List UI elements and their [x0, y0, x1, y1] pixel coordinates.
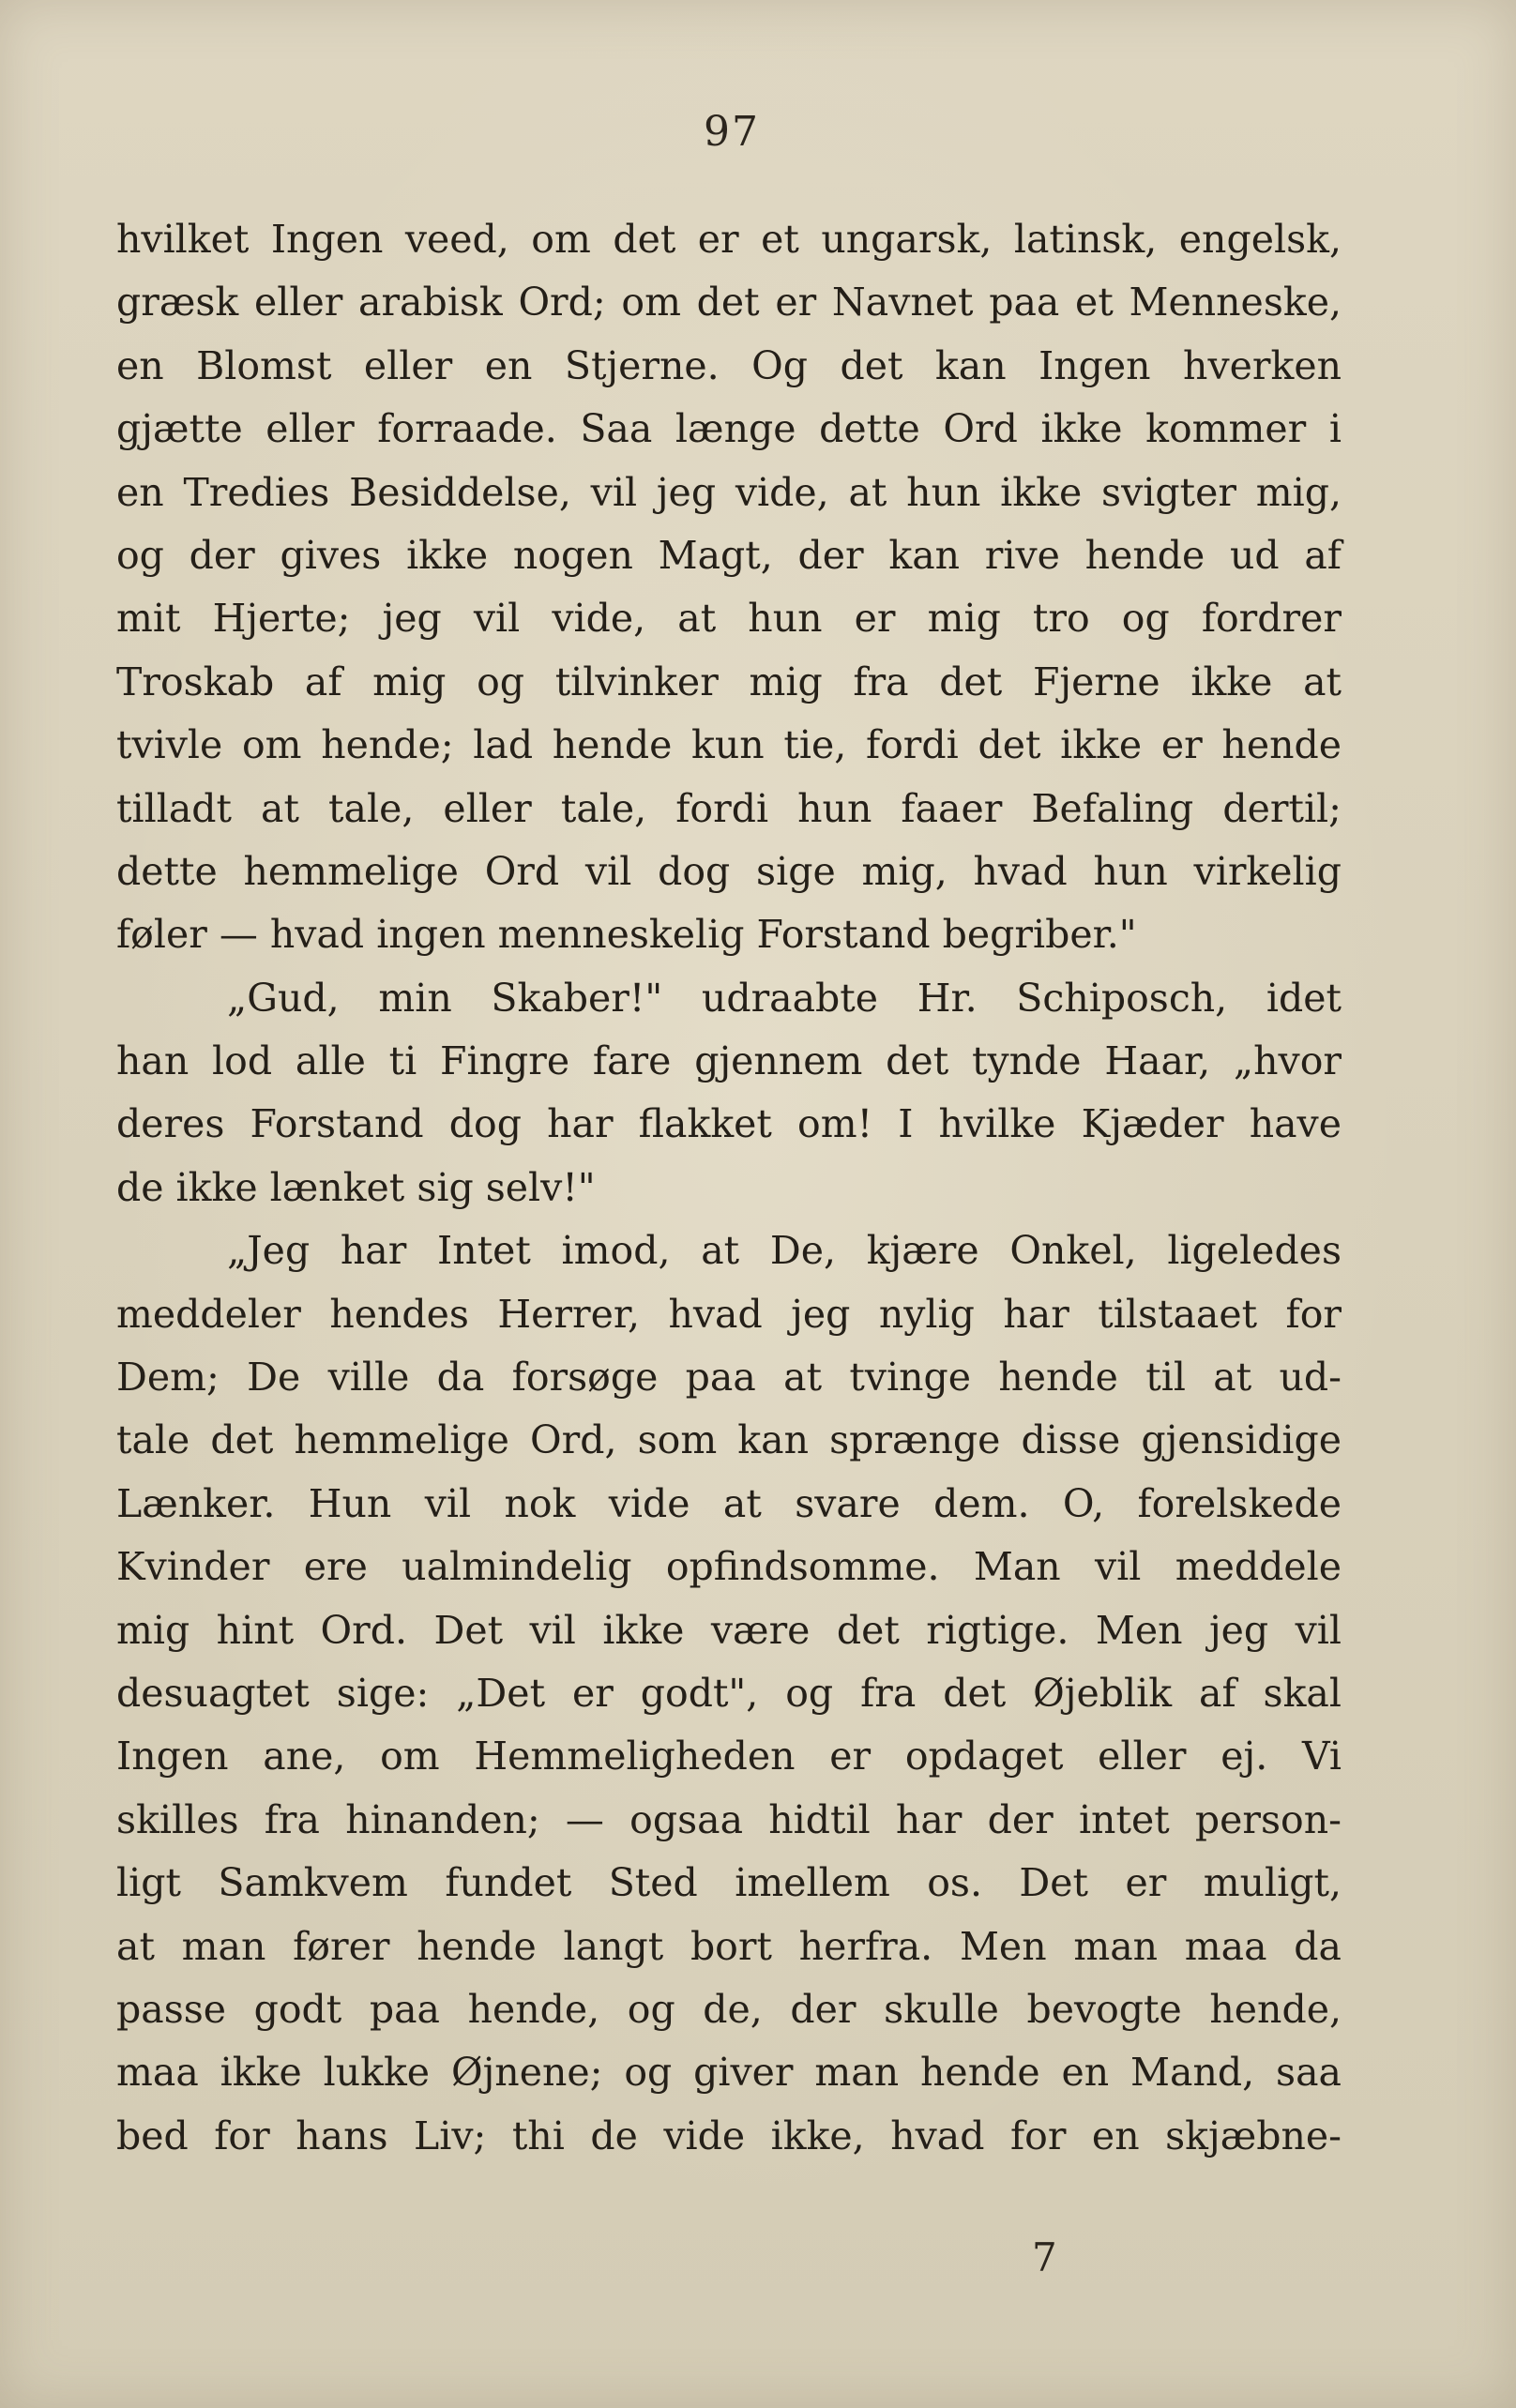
text-line: mig hint Ord. Det vil ikke være det rigtige. Men jeg vil: [116, 1607, 1342, 1653]
signature-mark: 7: [1032, 2234, 1057, 2280]
text-line: Troskab af mig og tilvinker mig fra det Fjerne ikke at: [116, 659, 1342, 704]
text-line: Dem; De ville da forsøge paa at tvinge hende til at ud-: [116, 1355, 1342, 1401]
text-line: maa ikke lukke Øjnene; og giver man hende en Mand, saa: [116, 2050, 1342, 2096]
text-line: passe godt paa hende, og de, der skulle bevogte hende,: [116, 1986, 1342, 2032]
text-line: og der gives ikke nogen Magt, der kan rive hende ud af: [116, 532, 1342, 578]
text-line: mit Hjerte; jeg vil vide, at hun er mig tro og fordrer: [116, 596, 1342, 642]
text-line: skilles fra hinanden; — ogsaa hidtil har der intet person-: [116, 1796, 1342, 1842]
text-line: „Gud, min Skaber!" udraabte Hr. Schiposch, idet: [227, 975, 1342, 1021]
text-line: ligt Samkvem fundet Sted imellem os. Det er muligt,: [116, 1860, 1342, 1906]
text-line: at man fører hende langt bort herfra. Men man maa da: [116, 1923, 1342, 1969]
body-text: [116, 208, 1342, 2168]
text-line: de ikke lænket sig selv!": [116, 1164, 596, 1210]
text-line: Lænker. Hun vil nok vide at svare dem. O, forelskede: [116, 1480, 1342, 1526]
text-line: en Tredies Besiddelse, vil jeg vide, at hun ikke svigter mig,: [116, 469, 1342, 515]
text-line: desuagtet sige: „Det er godt", og fra det Øjeblik af skal: [116, 1670, 1342, 1716]
text-line: en Blomst eller en Stjerne. Og det kan Ingen hverken: [116, 342, 1342, 388]
text-line: Ingen ane, om Hemmeligheden er opdaget eller ej. Vi: [116, 1734, 1342, 1779]
text-line: føler — hvad ingen menneskelig Forstand begriber.": [116, 912, 1137, 958]
text-line: Kvinder ere ualmindelig opfindsomme. Man vil meddele: [116, 1544, 1342, 1590]
text-line: meddeler hendes Herrer, hvad jeg nylig har tilstaaet for: [116, 1291, 1342, 1337]
text-line: deres Forstand dog har flakket om! I hvilke Kjæder have: [116, 1101, 1342, 1147]
text-line: „Jeg har Intet imod, at De, kjære Onkel, ligeledes: [227, 1228, 1342, 1274]
text-line: gjætte eller forraade. Saa længe dette Ord ikke kommer i: [116, 406, 1342, 452]
text-line: græsk eller arabisk Ord; om det er Navnet paa et Menneske,: [116, 280, 1342, 326]
text-line: han lod alle ti Fingre fare gjennem det tynde Haar, „hvor: [116, 1038, 1342, 1084]
text-line: tilladt at tale, eller tale, fordi hun faaer Befaling dertil;: [116, 785, 1342, 831]
text-line: hvilket Ingen veed, om det er et ungarsk, latinsk, engelsk,: [116, 217, 1342, 262]
page-number: 97: [704, 108, 760, 156]
text-line: dette hemmelige Ord vil dog sige mig, hvad hun virkelig: [116, 848, 1342, 894]
text-line: tale det hemmelige Ord, som kan sprænge disse gjensidige: [116, 1417, 1342, 1463]
text-line: bed for hans Liv; thi de vide ikke, hvad for en skjæbne-: [116, 2113, 1342, 2158]
text-line: tvivle om hende; lad hende kun tie, fordi det ikke er hende: [116, 722, 1342, 768]
